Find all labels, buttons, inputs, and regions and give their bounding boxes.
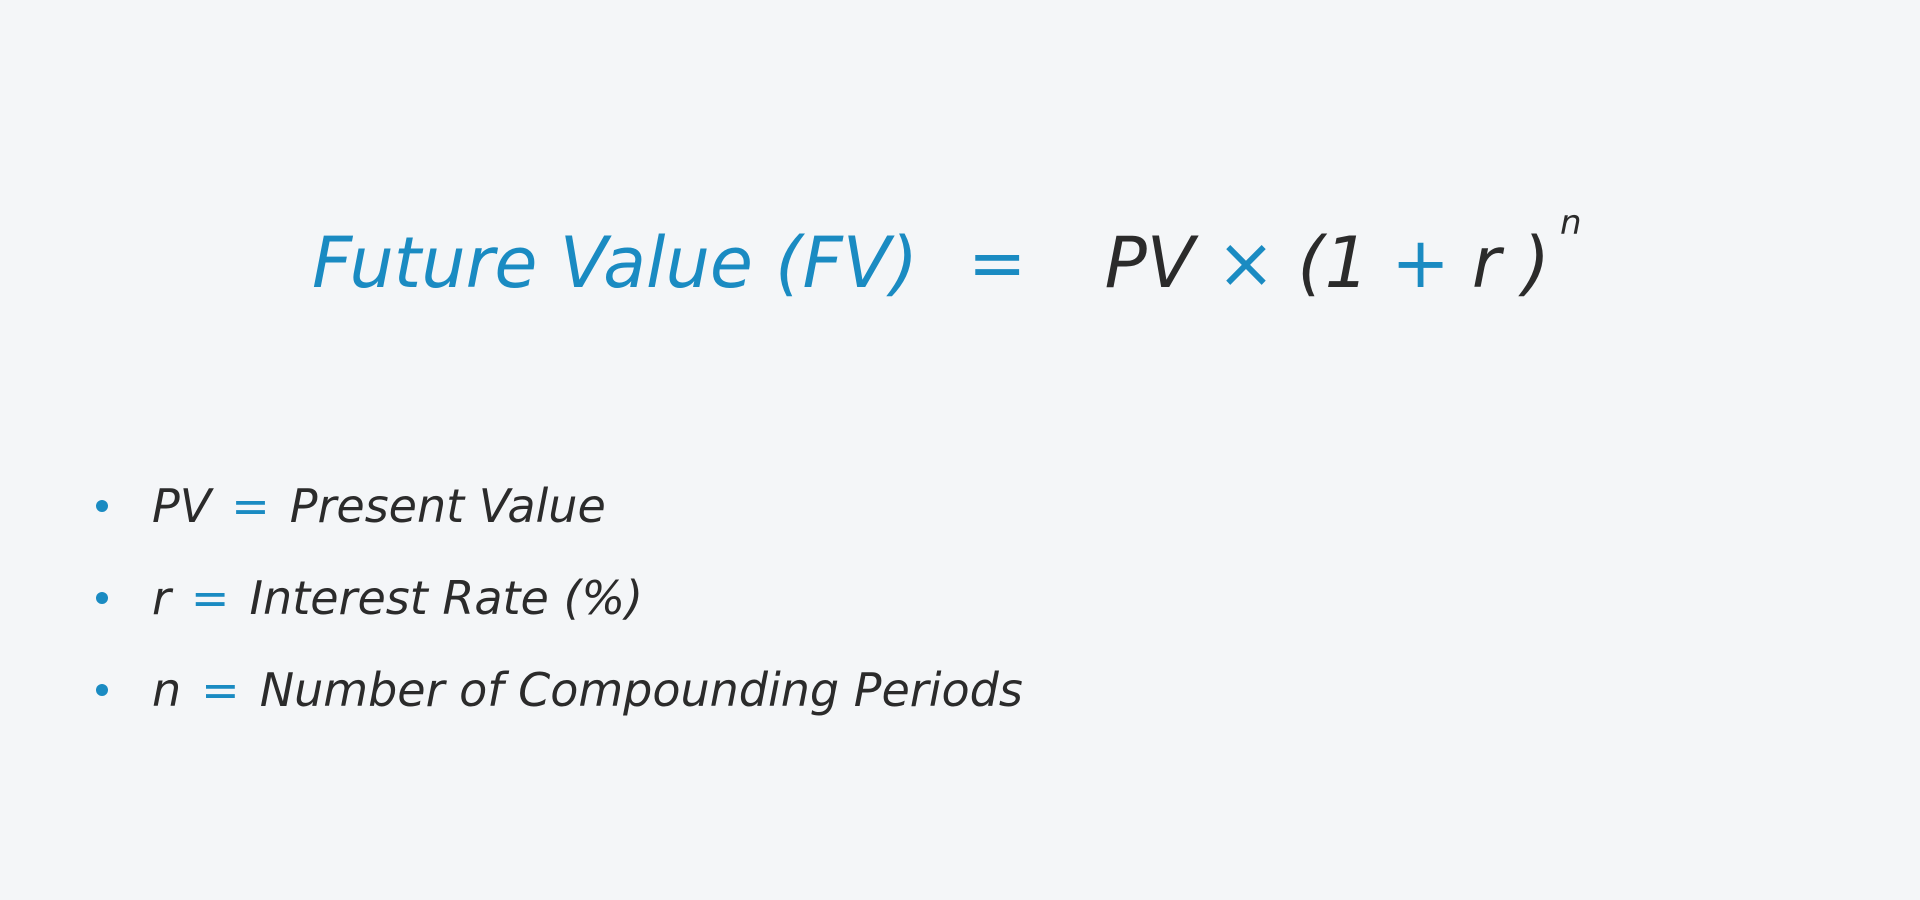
formula-r: r — [1471, 222, 1501, 304]
definition-equals: = — [190, 571, 230, 625]
future-value-formula — [312, 203, 1582, 304]
definition-meaning: Interest Rate (%) — [249, 571, 644, 625]
bullet-icon — [96, 500, 108, 512]
definition-pv — [96, 460, 1023, 552]
bullet-icon — [96, 592, 108, 604]
formula-pv: PV — [1104, 222, 1195, 304]
formula-open-paren: ( — [1297, 222, 1325, 304]
definition-symbol: PV — [152, 479, 212, 533]
definition-symbol: r — [152, 571, 171, 625]
definition-n — [96, 644, 1023, 736]
formula-times: × — [1216, 222, 1276, 304]
definitions-list — [96, 460, 1023, 736]
formula-exponent: n — [1559, 203, 1582, 243]
definition-equals: = — [231, 479, 270, 533]
definition-r — [96, 552, 1023, 644]
bullet-icon — [96, 684, 108, 696]
formula-close-paren: ) — [1522, 222, 1550, 304]
formula-equals: = — [967, 222, 1027, 304]
formula-plus: + — [1391, 222, 1450, 304]
definition-equals: = — [201, 663, 240, 717]
definition-meaning: Present Value — [289, 479, 606, 533]
formula-lhs: Future Value (FV) — [312, 222, 918, 304]
definition-symbol: n — [152, 663, 182, 717]
formula-one: 1 — [1324, 222, 1370, 304]
definition-meaning: Number of Compounding Periods — [259, 663, 1023, 717]
